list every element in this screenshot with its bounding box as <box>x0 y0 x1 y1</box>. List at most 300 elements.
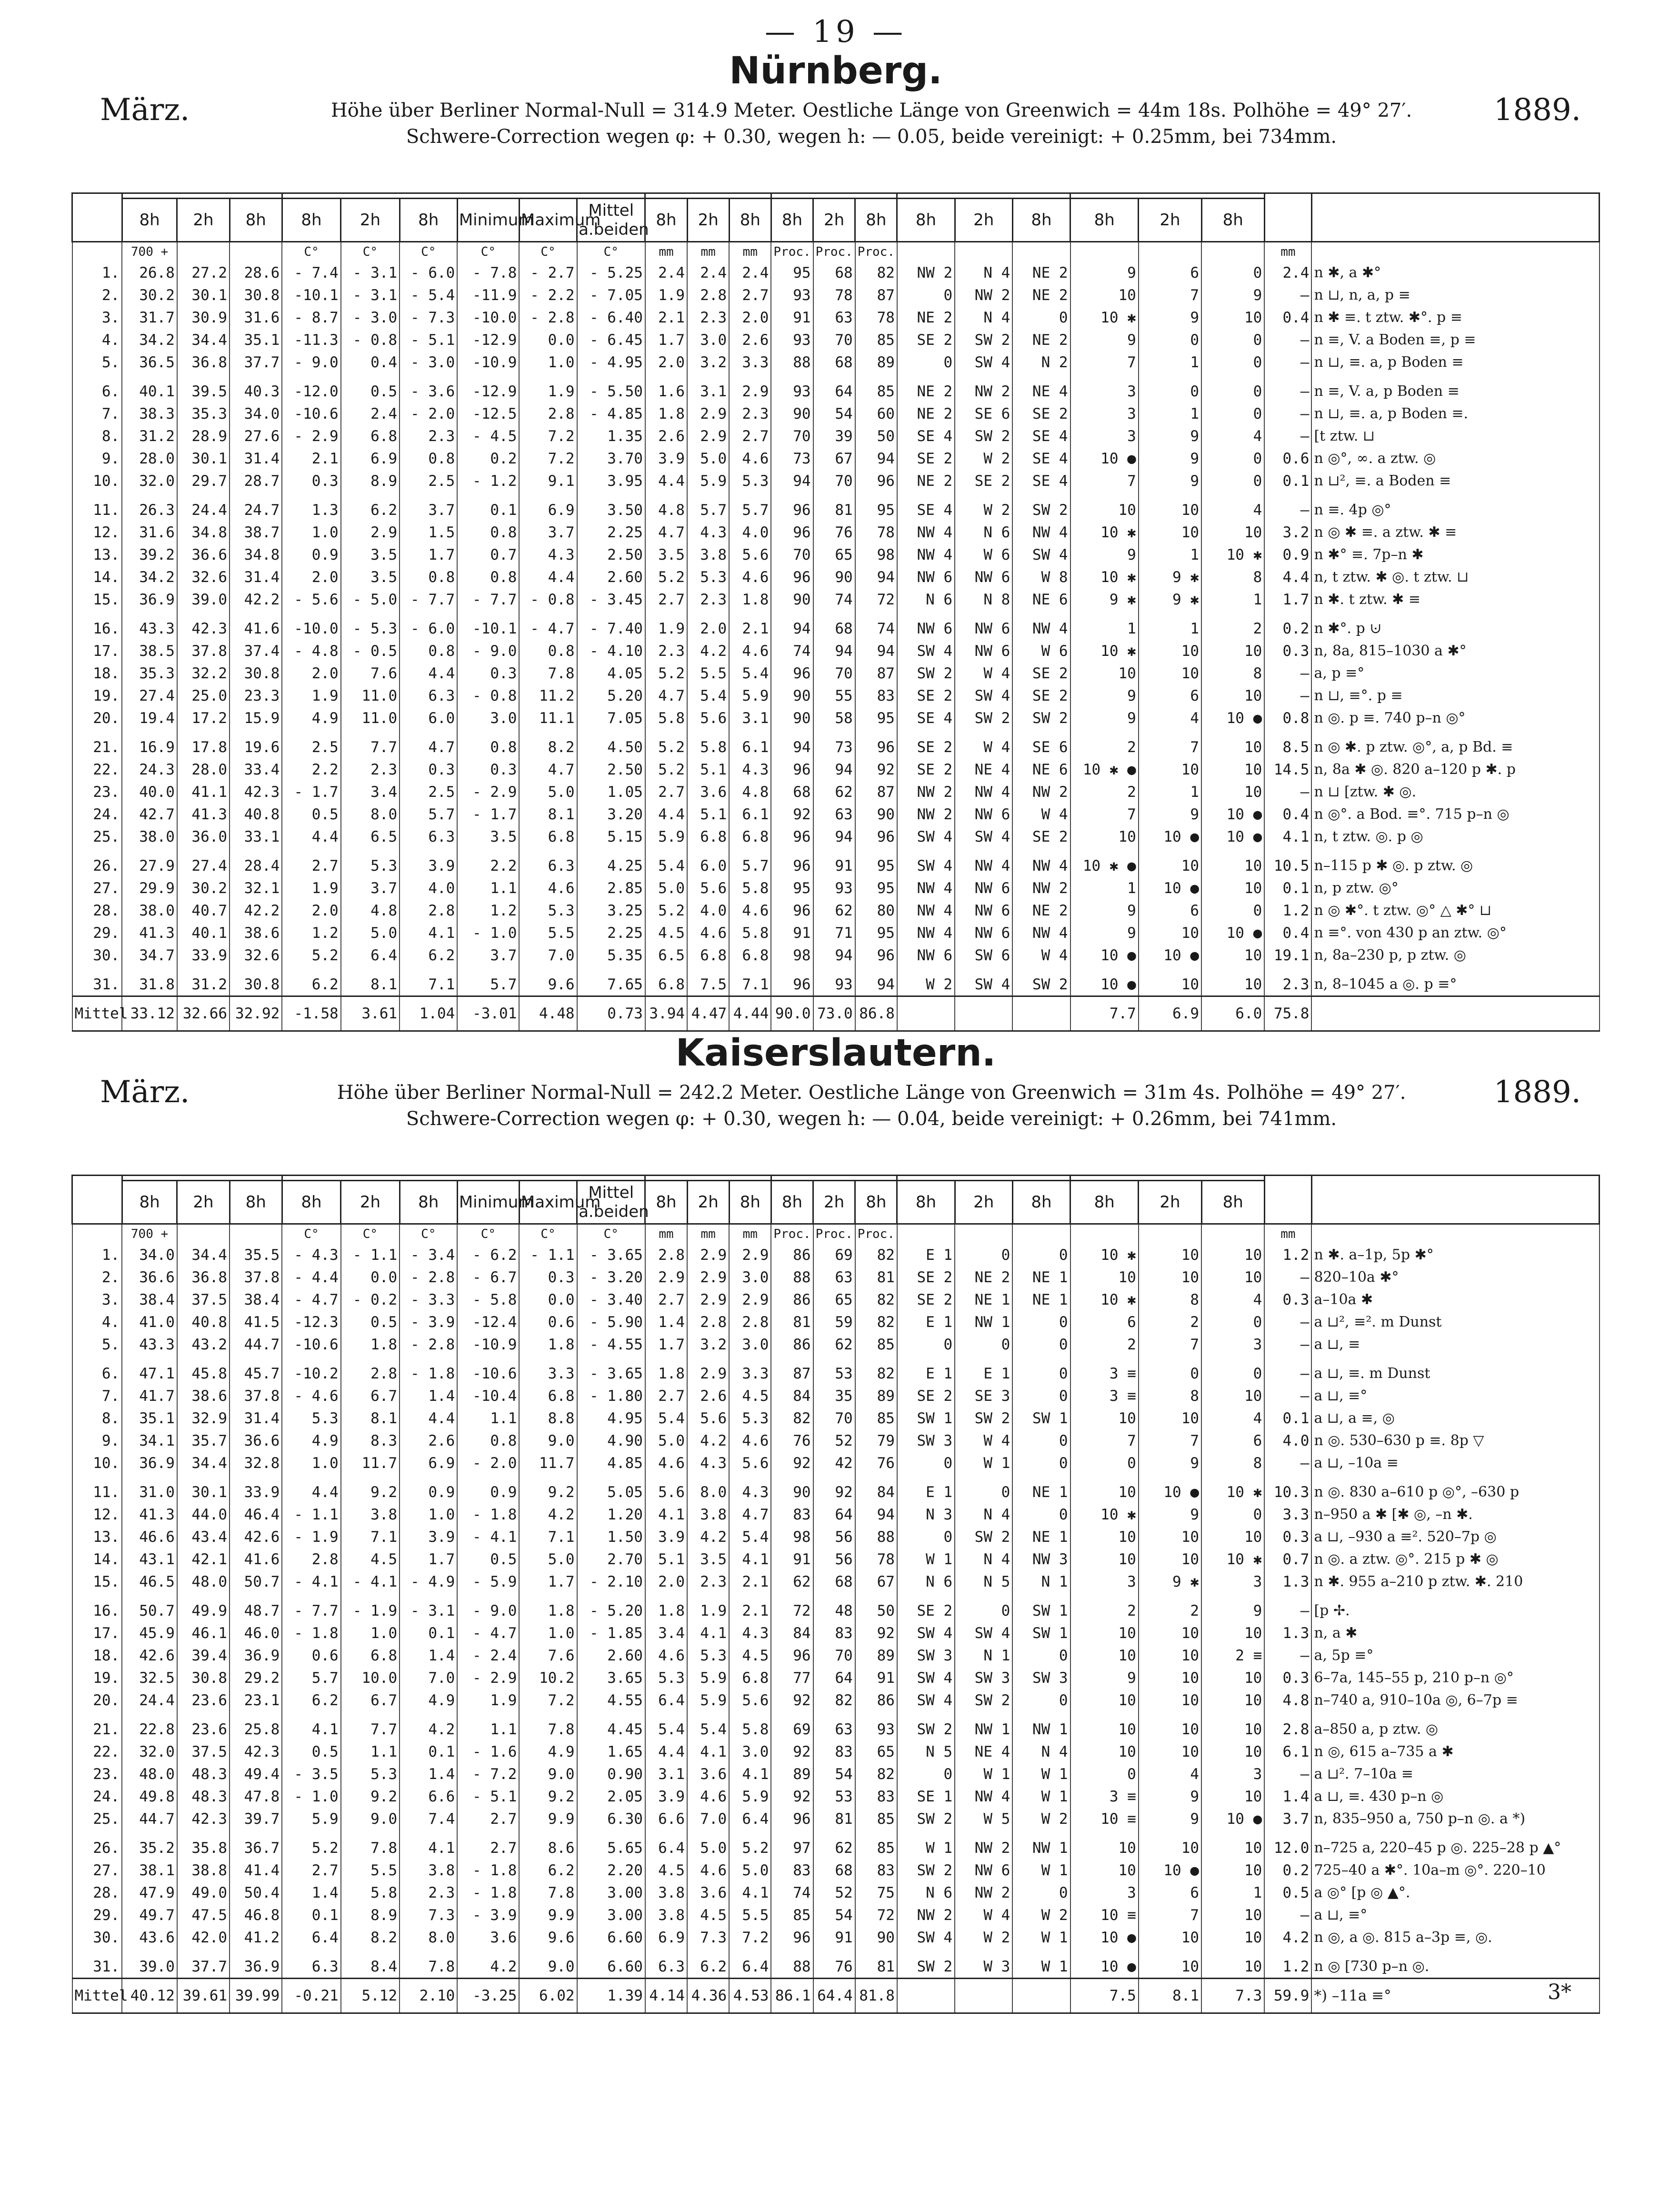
value-cell: SW 2 <box>1012 492 1070 521</box>
units-cell: C° <box>457 1224 519 1244</box>
value-cell: 87 <box>855 781 897 803</box>
value-cell: 10 ✱ <box>1070 306 1139 329</box>
remarks-cell: n, 8–1045 a ◎. p ≡° <box>1311 966 1599 996</box>
value-cell: 41.5 <box>230 1311 282 1333</box>
units-cell: mm <box>687 1224 729 1244</box>
value-cell: 96 <box>855 729 897 758</box>
value-cell: 62 <box>813 781 855 803</box>
table-row <box>72 1244 1600 1266</box>
value-cell: - 7.3 <box>400 306 457 329</box>
value-cell: - 5.20 <box>577 1593 645 1622</box>
remarks-cell: a, 5p ≡° <box>1311 1644 1599 1667</box>
table-row <box>72 825 1600 848</box>
value-cell: 76 <box>813 521 855 543</box>
table-row <box>72 966 1600 996</box>
value-cell: 4.7 <box>400 729 457 758</box>
value-cell: 5.2 <box>645 729 687 758</box>
day-cell: 1. <box>72 261 122 284</box>
value-cell: 0 <box>1012 306 1070 329</box>
value-cell: 3.0 <box>457 707 519 729</box>
header-niederschlag <box>1264 193 1311 242</box>
value-cell: 8.4 <box>341 1949 400 1979</box>
value-cell: 3.7 <box>1264 1808 1311 1830</box>
value-cell: 79 <box>855 1429 897 1452</box>
station-section <box>71 1032 1600 2014</box>
value-cell: 6.0 <box>400 707 457 729</box>
value-cell: - 3.4 <box>400 1244 457 1266</box>
table-row <box>72 1356 1600 1385</box>
mean-cell <box>1012 1979 1070 2013</box>
value-cell: 3.5 <box>341 543 400 566</box>
value-cell: 3.1 <box>645 1763 687 1785</box>
value-cell: 82 <box>855 1356 897 1385</box>
table-row <box>72 662 1600 684</box>
value-cell: 6.7 <box>341 1689 400 1711</box>
day-cell: 8. <box>72 1407 122 1429</box>
value-cell: 5.5 <box>341 1859 400 1881</box>
value-cell: 6.6 <box>645 1808 687 1830</box>
value-cell: 8 <box>1139 1385 1201 1407</box>
value-cell: 4.1 <box>687 1622 729 1644</box>
value-cell: 49.4 <box>230 1763 282 1785</box>
value-cell: NE 4 <box>955 758 1012 781</box>
value-cell: 6 <box>1201 1429 1264 1452</box>
value-cell: 0 <box>1012 1244 1070 1266</box>
value-cell: 2.05 <box>577 1785 645 1808</box>
value-cell: 3.2 <box>687 1333 729 1356</box>
value-cell: - 5.25 <box>577 261 645 284</box>
value-cell: 93 <box>813 877 855 899</box>
value-cell: 5.3 <box>729 470 771 492</box>
value-cell: 53 <box>813 1356 855 1385</box>
value-cell: 4.5 <box>729 1644 771 1667</box>
value-cell: N 1 <box>955 1644 1012 1667</box>
value-cell: - 8.7 <box>282 306 340 329</box>
value-cell: 9 <box>1139 447 1201 470</box>
value-cell: NW 6 <box>897 611 955 640</box>
value-cell: 1.8 <box>341 1333 400 1356</box>
value-cell: 2.9 <box>729 373 771 402</box>
value-cell: SW 4 <box>897 848 955 877</box>
value-cell: 8.5 <box>1264 729 1311 758</box>
value-cell: 10 ✱ <box>1201 1474 1264 1503</box>
value-cell: 1 <box>1139 402 1201 425</box>
value-cell: 5.4 <box>645 848 687 877</box>
value-cell: W 4 <box>955 729 1012 758</box>
value-cell: 3.0 <box>729 1333 771 1356</box>
value-cell: NW 6 <box>955 611 1012 640</box>
day-cell: 13. <box>72 543 122 566</box>
value-cell: 2.9 <box>687 402 729 425</box>
value-cell: 5.5 <box>729 1904 771 1926</box>
remarks-cell: n ◎ ✱°. t ztw. ◎° △ ✱° ⊔ <box>1311 899 1599 922</box>
value-cell: 4.8 <box>341 899 400 922</box>
value-cell: SW 2 <box>955 1407 1012 1429</box>
value-cell: - 6.7 <box>457 1266 519 1288</box>
value-cell: 6.8 <box>645 966 687 996</box>
value-cell: 4.1 <box>282 1711 340 1740</box>
value-cell: 89 <box>855 1385 897 1407</box>
value-cell: 32.0 <box>122 470 177 492</box>
value-cell: 85 <box>855 1407 897 1429</box>
day-cell: 11. <box>72 492 122 521</box>
value-cell: 17.2 <box>177 707 230 729</box>
value-cell: -11.9 <box>457 284 519 306</box>
value-cell: 0 <box>897 1452 955 1474</box>
value-cell: 5.0 <box>519 1548 577 1570</box>
value-cell: 96 <box>771 825 813 848</box>
day-cell: 15. <box>72 1570 122 1593</box>
station-meta-line-1: Höhe über Berliner Normal-Null = 314.9 Meter. Oestliche Länge von Greenwich = 44m 18s. Polhöhe = 49° 27′. <box>330 100 1412 121</box>
table-row <box>72 1859 1600 1881</box>
value-cell: 9.0 <box>519 1429 577 1452</box>
value-cell: 6.6 <box>400 1785 457 1808</box>
value-cell: 5.9 <box>729 1785 771 1808</box>
value-cell: 5.2 <box>282 944 340 966</box>
value-cell: 88 <box>771 1266 813 1288</box>
value-cell: - 4.1 <box>341 1570 400 1593</box>
value-cell: SW 1 <box>897 1407 955 1429</box>
value-cell: 1.0 <box>400 1503 457 1526</box>
value-cell: - 3.0 <box>341 306 400 329</box>
mean-cell: 4.47 <box>687 996 729 1031</box>
value-cell: 10 ● <box>1201 1808 1264 1830</box>
remarks-cell: n ◎°. a Bod. ≡°. 715 p–n ◎ <box>1311 803 1599 825</box>
mean-cell: 2.10 <box>400 1979 457 2013</box>
value-cell: 8.9 <box>341 1904 400 1926</box>
value-cell: 3.8 <box>645 1881 687 1904</box>
table-row <box>72 803 1600 825</box>
value-cell: 31.4 <box>230 1407 282 1429</box>
value-cell: – <box>1264 1311 1311 1333</box>
value-cell: SW 1 <box>1012 1407 1070 1429</box>
value-cell: - 5.3 <box>341 611 400 640</box>
value-cell: 0.7 <box>457 543 519 566</box>
mean-cell: 86.8 <box>855 996 897 1031</box>
remarks-cell: n ◎°, ∞. a ztw. ◎ <box>1311 447 1599 470</box>
value-cell: 0.8 <box>400 447 457 470</box>
header-h8: 8h <box>400 1181 457 1224</box>
units-cell: Proc. <box>855 242 897 262</box>
table-row <box>72 848 1600 877</box>
value-cell: - 1.6 <box>457 1740 519 1763</box>
value-cell: NE 2 <box>1012 899 1070 922</box>
value-cell: - 0.8 <box>519 588 577 611</box>
value-cell: 23.3 <box>230 684 282 707</box>
units-cell: mm <box>729 242 771 262</box>
units-cell <box>1139 1224 1201 1244</box>
value-cell: 6.4 <box>645 1830 687 1859</box>
value-cell: 10 ✱ <box>1070 1244 1139 1266</box>
header-maximum: Maximum <box>519 1181 577 1224</box>
value-cell: - 4.9 <box>400 1570 457 1593</box>
table-row <box>72 1926 1600 1949</box>
value-cell: 41.3 <box>122 922 177 944</box>
value-cell: W 1 <box>1012 1763 1070 1785</box>
value-cell: 0 <box>1201 373 1264 402</box>
value-cell: 36.8 <box>177 351 230 373</box>
value-cell: 27.4 <box>122 684 177 707</box>
value-cell: 5.4 <box>729 1526 771 1548</box>
value-cell: 42.3 <box>177 611 230 640</box>
units-cell <box>230 242 282 262</box>
value-cell: 5.4 <box>645 1711 687 1740</box>
value-cell: 95 <box>771 877 813 899</box>
value-cell: 9 <box>1139 1503 1201 1526</box>
units-cell: Proc. <box>771 1224 813 1244</box>
value-cell: 96 <box>771 1644 813 1667</box>
value-cell: 7 <box>1139 1429 1201 1452</box>
value-cell: – <box>1264 684 1311 707</box>
header-absolute-feuchtigkeit <box>645 1176 771 1181</box>
value-cell: - 2.9 <box>457 781 519 803</box>
value-cell: 7 <box>1139 1904 1201 1926</box>
value-cell: 10 <box>1139 521 1201 543</box>
mean-cell: 75.8 <box>1264 996 1311 1031</box>
station-header <box>71 50 1600 192</box>
header-bewoelkung <box>1070 193 1265 199</box>
value-cell: 7 <box>1139 729 1201 758</box>
value-cell: 10 <box>1201 1244 1264 1266</box>
mean-cell: -0.21 <box>282 1979 340 2013</box>
value-cell: NW 4 <box>1012 611 1070 640</box>
value-cell: 5.5 <box>519 922 577 944</box>
value-cell: 1.7 <box>400 543 457 566</box>
remarks-cell: a ⊔, –930 a ≡². 520–7p ◎ <box>1311 1526 1599 1548</box>
value-cell: N 3 <box>897 1503 955 1526</box>
value-cell: 5.05 <box>577 1474 645 1503</box>
header-h8: 8h <box>771 1181 813 1224</box>
value-cell: 34.2 <box>122 329 177 351</box>
value-cell: 7.8 <box>519 662 577 684</box>
value-cell: SE 2 <box>897 684 955 707</box>
day-cell: 25. <box>72 825 122 848</box>
value-cell: 2.9 <box>687 425 729 447</box>
value-cell: 5.3 <box>341 848 400 877</box>
value-cell: 0.0 <box>341 1266 400 1288</box>
value-cell: 24.4 <box>122 1689 177 1711</box>
value-cell: 1.8 <box>645 1356 687 1385</box>
value-cell: 2.0 <box>282 662 340 684</box>
value-cell: E 1 <box>955 1356 1012 1385</box>
value-cell: 93 <box>771 373 813 402</box>
mean-row <box>72 1979 1600 2013</box>
value-cell: 5.15 <box>577 825 645 848</box>
value-cell: 2.7 <box>645 1288 687 1311</box>
value-cell: - 1.85 <box>577 1622 645 1644</box>
value-cell: 5.6 <box>729 1452 771 1474</box>
value-cell: 81 <box>813 1808 855 1830</box>
value-cell: 94 <box>771 611 813 640</box>
value-cell: E 1 <box>897 1474 955 1503</box>
value-cell: 4.8 <box>645 492 687 521</box>
value-cell: W 4 <box>1012 944 1070 966</box>
value-cell: 83 <box>771 1859 813 1881</box>
value-cell: 1.20 <box>577 1503 645 1526</box>
value-cell: 93 <box>855 1711 897 1740</box>
value-cell: 10 <box>1201 1526 1264 1548</box>
value-cell: 10 <box>1139 1548 1201 1570</box>
day-cell: 23. <box>72 1763 122 1785</box>
observation-table <box>71 192 1600 1032</box>
value-cell: 2.6 <box>400 1429 457 1452</box>
value-cell: 52 <box>813 1429 855 1452</box>
value-cell: 72 <box>855 1904 897 1926</box>
units-cell: C° <box>341 242 400 262</box>
value-cell: 83 <box>855 1785 897 1808</box>
remarks-cell: a–850 a, p ztw. ◎ <box>1311 1711 1599 1740</box>
value-cell: W 4 <box>955 662 1012 684</box>
value-cell: 2.8 <box>645 1244 687 1266</box>
value-cell: 6.9 <box>645 1926 687 1949</box>
value-cell: 35.3 <box>177 402 230 425</box>
table-row <box>72 922 1600 944</box>
value-cell: - 1.8 <box>457 1859 519 1881</box>
value-cell: NW 6 <box>897 566 955 588</box>
value-cell: 0.8 <box>400 640 457 662</box>
value-cell: 43.4 <box>177 1526 230 1548</box>
value-cell: 10 <box>1139 1667 1201 1689</box>
value-cell: - 0.8 <box>457 684 519 707</box>
value-cell: 70 <box>813 329 855 351</box>
value-cell: 1.50 <box>577 1526 645 1548</box>
value-cell: 3.70 <box>577 447 645 470</box>
value-cell: 29.9 <box>122 877 177 899</box>
value-cell: 0 <box>897 1333 955 1356</box>
value-cell: - 1.8 <box>457 1503 519 1526</box>
value-cell: 9.9 <box>519 1904 577 1926</box>
value-cell: 4 <box>1139 1763 1201 1785</box>
day-cell: 25. <box>72 1808 122 1830</box>
value-cell: 7 <box>1070 470 1139 492</box>
value-cell: 4.90 <box>577 1429 645 1452</box>
value-cell: 53 <box>813 1785 855 1808</box>
value-cell: 10 <box>1070 1644 1139 1667</box>
value-cell: 10 <box>1139 848 1201 877</box>
table-row <box>72 877 1600 899</box>
value-cell: 0.6 <box>282 1644 340 1667</box>
value-cell: NW 2 <box>897 781 955 803</box>
value-cell: - 1.9 <box>282 1526 340 1548</box>
value-cell: 9 <box>1139 1785 1201 1808</box>
mean-cell: 7.5 <box>1070 1979 1139 2013</box>
value-cell: 5.6 <box>645 1474 687 1503</box>
value-cell: - 1.2 <box>457 470 519 492</box>
value-cell: 10 ✱ <box>1070 521 1139 543</box>
value-cell: 35.1 <box>122 1407 177 1429</box>
header-h2: 2h <box>955 199 1012 242</box>
value-cell: SW 2 <box>897 1711 955 1740</box>
header-h8: 8h <box>122 199 177 242</box>
value-cell: 24.4 <box>177 492 230 521</box>
remarks-cell: n ✱, a ✱° <box>1311 261 1599 284</box>
value-cell: NW 4 <box>897 922 955 944</box>
value-cell: 6 <box>1139 1881 1201 1904</box>
value-cell: 4.1 <box>400 1830 457 1859</box>
value-cell: 86 <box>855 1689 897 1711</box>
value-cell: 7.1 <box>341 1526 400 1548</box>
value-cell: 6.8 <box>729 1667 771 1689</box>
value-cell: - 7.7 <box>457 588 519 611</box>
value-cell: - 2.7 <box>519 261 577 284</box>
value-cell: 82 <box>855 261 897 284</box>
value-cell: 54 <box>813 1763 855 1785</box>
value-cell: 96 <box>771 662 813 684</box>
value-cell: 3.3 <box>519 1356 577 1385</box>
value-cell: 78 <box>813 284 855 306</box>
value-cell: 2.8 <box>687 1311 729 1333</box>
table-row <box>72 1740 1600 1763</box>
value-cell: 33.9 <box>177 944 230 966</box>
value-cell: 4.4 <box>645 470 687 492</box>
value-cell: 0.1 <box>457 492 519 521</box>
value-cell: 10 <box>1139 662 1201 684</box>
mean-cell: 6.9 <box>1139 996 1201 1031</box>
table-row <box>72 1407 1600 1429</box>
value-cell: 5.6 <box>729 543 771 566</box>
value-cell: 0.9 <box>1264 543 1311 566</box>
value-cell: 92 <box>771 1785 813 1808</box>
table-row <box>72 470 1600 492</box>
value-cell: 10 <box>1139 492 1201 521</box>
value-cell: 6.3 <box>400 825 457 848</box>
value-cell: NW 3 <box>1012 1548 1070 1570</box>
header-h8: 8h <box>855 1181 897 1224</box>
value-cell: 10 <box>1070 1859 1139 1881</box>
day-cell: 31. <box>72 966 122 996</box>
value-cell: 37.7 <box>230 351 282 373</box>
value-cell: 30.1 <box>177 284 230 306</box>
value-cell: 19.6 <box>230 729 282 758</box>
remarks-cell: n ⊔, n, a, p ≡ <box>1311 284 1599 306</box>
value-cell: 10 ● <box>1201 803 1264 825</box>
value-cell: 0.8 <box>457 521 519 543</box>
value-cell: 5.0 <box>645 1429 687 1452</box>
value-cell: 68 <box>813 611 855 640</box>
value-cell: - 3.40 <box>577 1288 645 1311</box>
header-h8: 8h <box>282 199 340 242</box>
value-cell: 9.9 <box>519 1808 577 1830</box>
value-cell: 10 <box>1070 1407 1139 1429</box>
value-cell: 78 <box>855 306 897 329</box>
value-cell: 0.3 <box>1264 640 1311 662</box>
value-cell: 30.8 <box>230 662 282 684</box>
table-row <box>72 492 1600 521</box>
day-cell: 19. <box>72 1667 122 1689</box>
value-cell: 39.5 <box>177 373 230 402</box>
value-cell: – <box>1264 1644 1311 1667</box>
value-cell: 1.3 <box>1264 1570 1311 1593</box>
value-cell: 3.5 <box>687 1548 729 1570</box>
value-cell: 8.2 <box>519 729 577 758</box>
mean-cell: 3.94 <box>645 996 687 1031</box>
value-cell: - 4.6 <box>282 1385 340 1407</box>
header-h2: 2h <box>813 1181 855 1224</box>
value-cell: 2.0 <box>282 899 340 922</box>
value-cell: - 6.2 <box>457 1244 519 1266</box>
value-cell: 34.2 <box>122 566 177 588</box>
value-cell: 43.1 <box>122 1548 177 1570</box>
value-cell: 8.6 <box>519 1830 577 1859</box>
value-cell: - 5.1 <box>400 329 457 351</box>
value-cell: 2.2 <box>457 848 519 877</box>
value-cell: 0 <box>1012 1452 1070 1474</box>
value-cell: 5.3 <box>687 1644 729 1667</box>
value-cell: 10 <box>1201 1711 1264 1740</box>
value-cell: 0.1 <box>400 1740 457 1763</box>
value-cell: 2.50 <box>577 543 645 566</box>
header-h8: 8h <box>645 199 687 242</box>
